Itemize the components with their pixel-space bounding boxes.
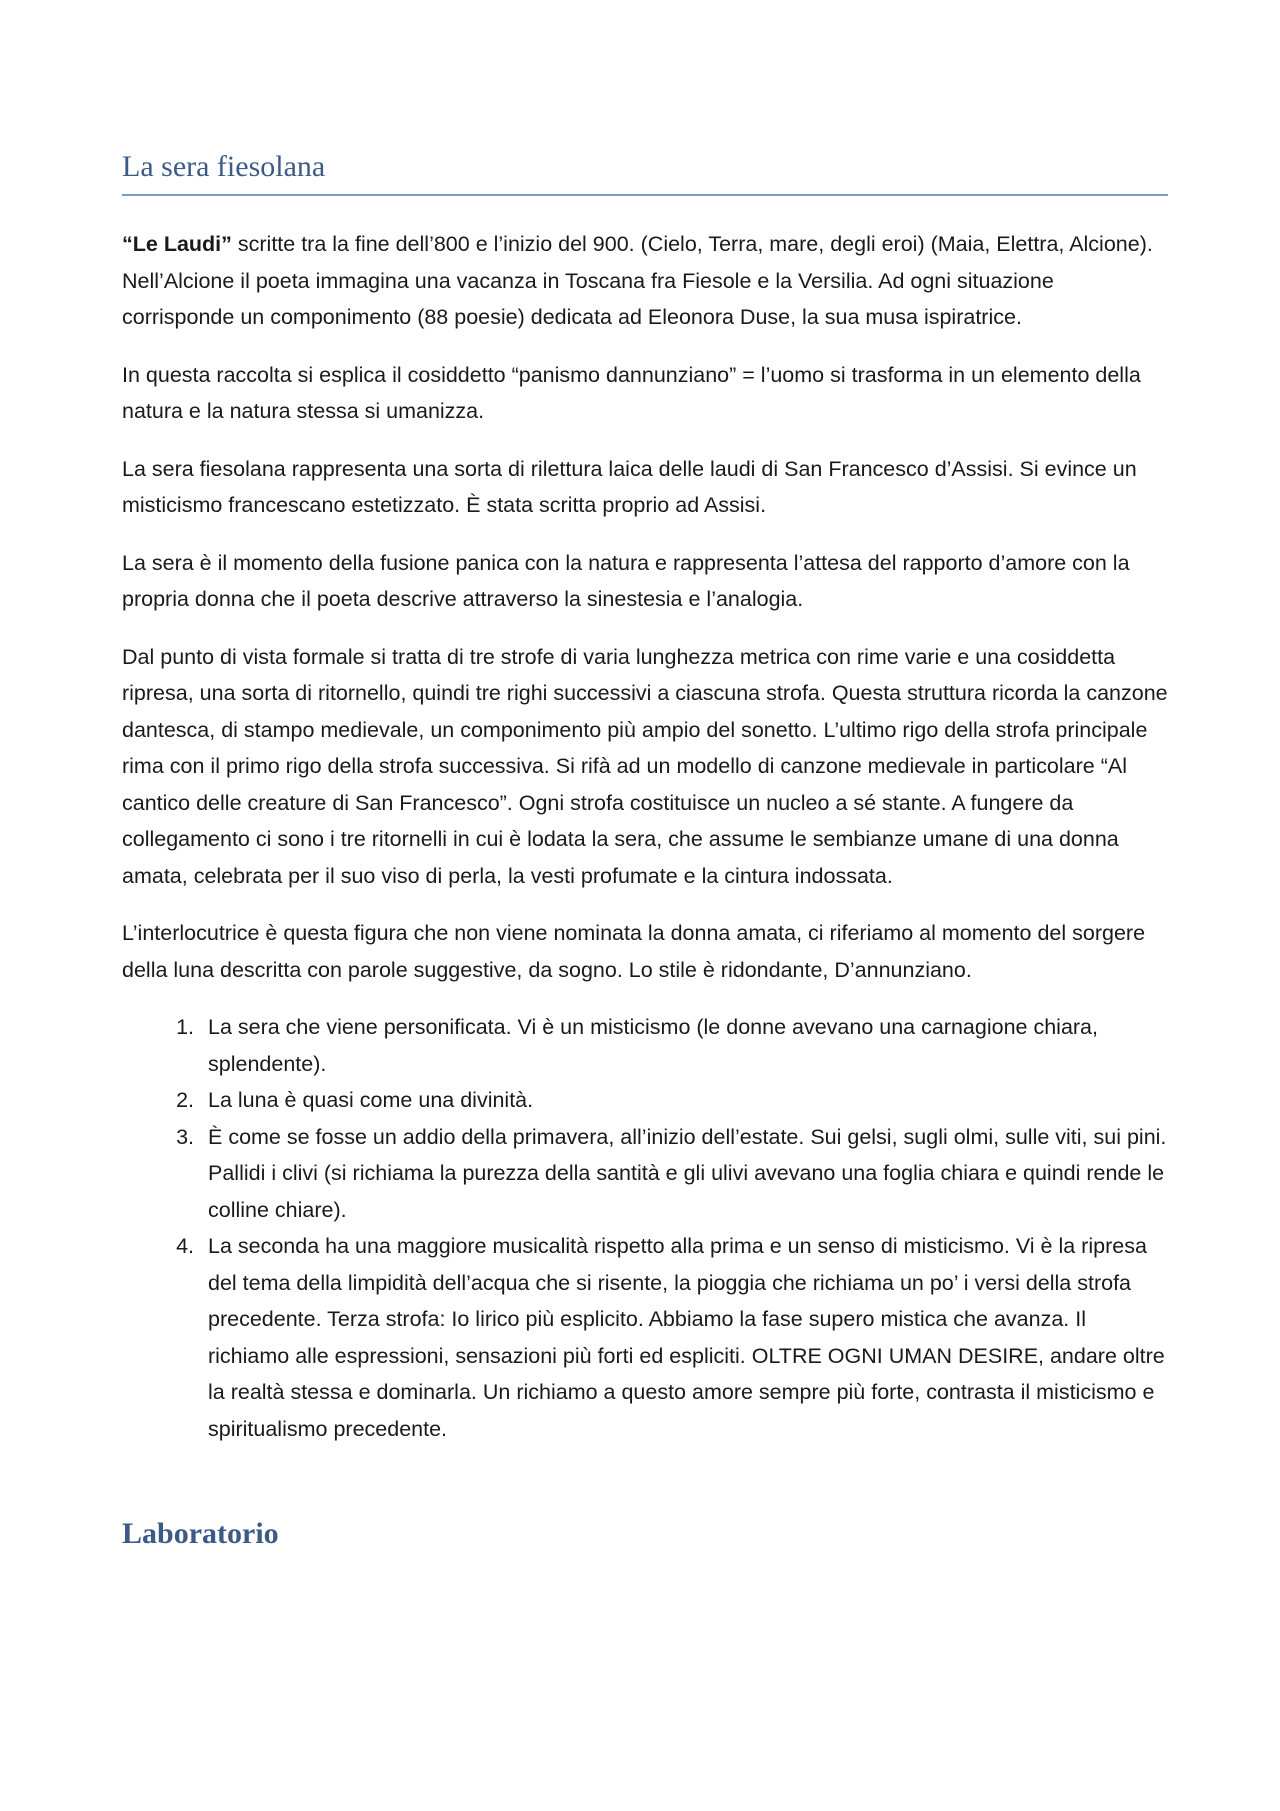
paragraph: La sera fiesolana rappresenta una sorta di rilettura laica delle laudi di San Francesco d’Assisi. Si evince un misticismo francescano estetizzato. È stata scritta proprio ad Assisi. <box>122 456 1137 517</box>
list-item: 1. La sera che viene personificata. Vi è un misticismo (le donne avevano una carnagione chiara, splendente). <box>200 1009 1168 1082</box>
paragraph: In questa raccolta si esplica il cosiddetto “panismo dannunziano” = l’uomo si trasforma in un elemento della natura e la natura stessa si umanizza. <box>122 362 1141 423</box>
paragraph: Dal punto di vista formale si tratta di tre strofe di varia lunghezza metrica con rime varie e una cosiddetta ripresa, una sorta di ritornello, quindi tre righi successivi a ciascuna strofa. Questa struttura ricorda la canzone dantesca, di stampo medievale, un componimento più ampio del sonetto. L’ultimo rigo della strofa principale rima con il primo rigo della strofa successiva. Si rifà ad un modello di canzone medievale in particolare “Al cantico delle creature di San Francesco”. Ogni strofa costituisce un nucleo a sé stante. A fungere da collegamento ci sono i tre ritornelli in cui è lodata la sera, che assume le sembianze umane di una donna amata, celebrata per il suo viso di perla, la vesti profumate e la cintura indossata. <box>122 644 1168 888</box>
paragraph: La sera è il momento della fusione panica con la natura e rappresenta l’attesa del rapporto d’amore con la propria donna che il poeta descrive attraverso la sinestesia e l’analogia. <box>122 550 1130 611</box>
list-item: 4. La seconda ha una maggiore musicalità rispetto alla prima e un senso di misticismo. Vi è la ripresa del tema della limpidità dell’acqua che si risente, la pioggia che richiama un po’ i versi della strofa precedente. Terza strofa: Io lirico più esplicito. Abbiamo la fase supero mistica che avanza. Il richiamo alle espressioni, sensazioni più forti ed espliciti. OLTRE OGNI UMAN DESIRE, andare oltre la realtà stessa e dominarla. Un richiamo a questo amore sempre più forte, contrasta il misticismo e spiritualismo precedente. <box>200 1228 1168 1447</box>
paragraph: L’interlocutrice è questa figura che non viene nominata la donna amata, ci riferiamo al momento del sorgere della luna descritta con parole suggestive, da sogno. Lo stile è ridondante, D’annunziano. <box>122 921 1146 982</box>
intro-bold-text: “Le Laudi” <box>122 232 232 256</box>
list-item: 3. È come se fosse un addio della primavera, all’inizio dell’estate. Sui gelsi, sugli olmi, sulle viti, sui pini. Pallidi i clivi (si richiama la purezza della santità e gli ulivi avevano una foglia chiara e quindi rende le colline chiare). <box>200 1119 1168 1229</box>
document-title: La sera fiesolana <box>122 150 1168 196</box>
section-heading: Laboratorio <box>122 1517 279 1550</box>
list-item: 2. La luna è quasi come una divinità. <box>200 1082 1168 1119</box>
intro-paragraph <box>122 226 1168 336</box>
document-body <box>122 226 1168 1551</box>
numbered-list <box>122 1009 1168 1447</box>
intro-text: scritte tra la fine dell’800 e l’inizio del 900. (Cielo, Terra, mare, degli eroi) (Maia, Elettra, Alcione). Nell’Alcione il poeta immagina una vacanza in Toscana fra Fiesole e la Versilia. Ad ogni situazione corrisponde un componimento (88 poesie) dedicata ad Eleonora Duse, la sua musa ispiratrice. <box>122 232 1153 329</box>
